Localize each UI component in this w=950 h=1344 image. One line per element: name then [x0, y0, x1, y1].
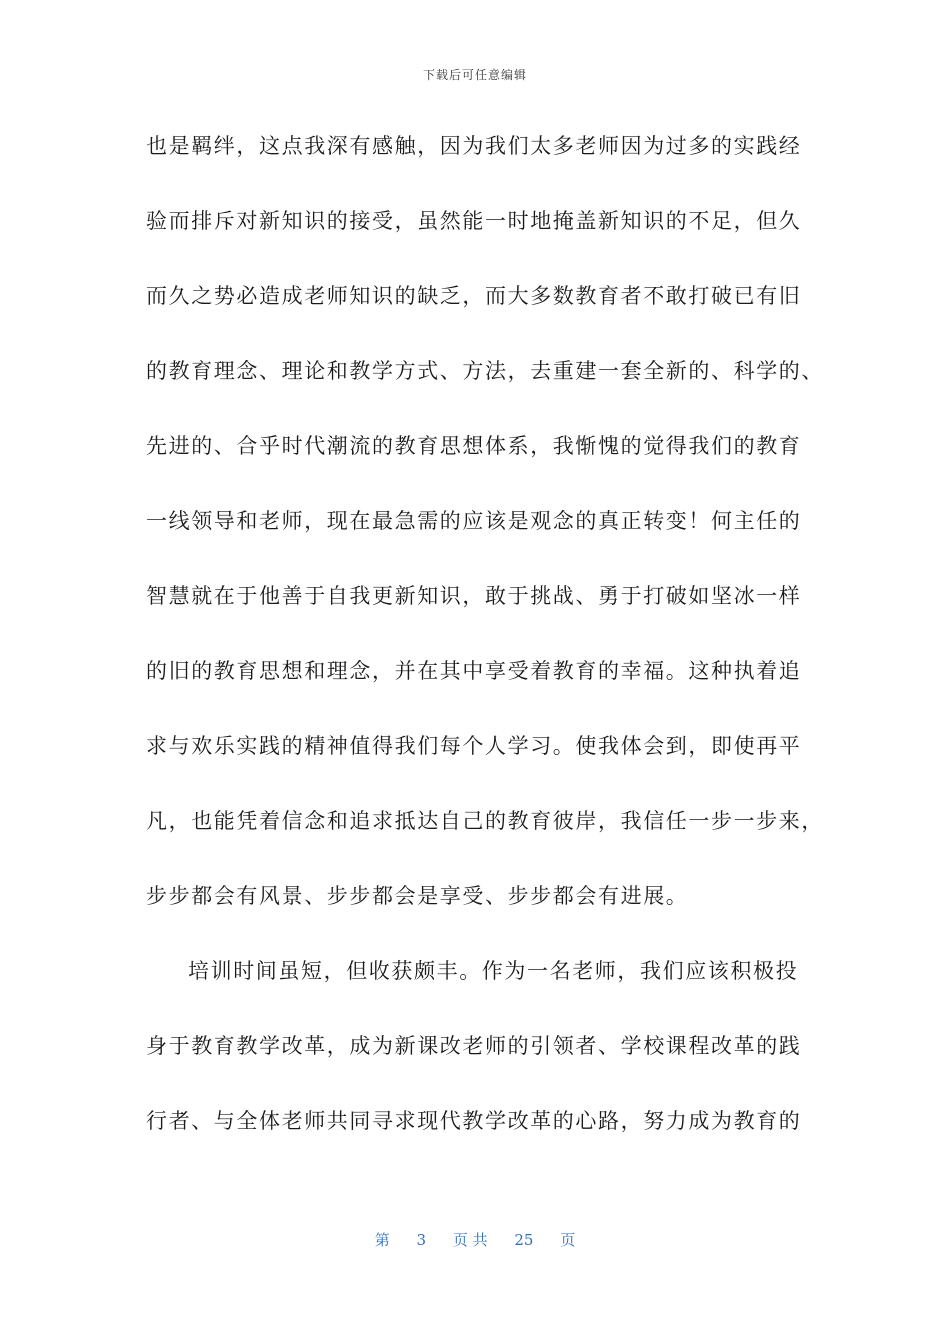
text-line: 而久之势必造成老师知识的缺乏，而大多数教育者不敢打破已有旧: [146, 284, 802, 308]
text-line: 也是羁绊，这点我深有感触，因为我们太多老师因为过多的实践经: [146, 134, 802, 158]
text-line: 验而排斥对新知识的接受，虽然能一时地掩盖新知识的不足，但久: [146, 209, 802, 233]
text-line: 凡，也能凭着信念和追求抵达自己的教育彼岸，我信任一步一步来，: [146, 809, 824, 833]
text-line: 先进的、合乎时代潮流的教育思想体系，我惭愧的觉得我们的教育: [146, 434, 802, 458]
text-line-indented: 培训时间虽短，但收获颇丰。作为一名老师，我们应该积极投: [188, 959, 799, 983]
footer-prefix: 第: [374, 1231, 390, 1249]
text-line: 智慧就在于他善于自我更新知识，敢于挑战、勇于打破如坚冰一样: [146, 584, 802, 608]
text-line: 的教育理念、理论和教学方式、方法，去重建一套全新的、科学的、: [146, 359, 824, 383]
footer-middle: 页 共: [452, 1231, 488, 1249]
footer-suffix: 页: [560, 1231, 576, 1249]
text-line: 步步都会有风景、步步都会是享受、步步都会有进展。: [146, 884, 689, 908]
current-page-number: 3: [416, 1231, 427, 1249]
total-pages-number: 25: [514, 1231, 534, 1249]
text-line: 求与欢乐实践的精神值得我们每个人学习。使我体会到，即使再平: [146, 734, 802, 758]
page-footer: [0, 1229, 950, 1250]
document-body: [146, 128, 824, 1178]
text-line: 的旧的教育思想和理念，并在其中享受着教育的幸福。这种执着追: [146, 659, 802, 683]
text-line: 身于教育教学改革，成为新课改老师的引领者、学校课程改革的践: [146, 1034, 802, 1058]
text-line: 行者、与全体老师共同寻求现代教学改革的心路，努力成为教育的: [146, 1109, 802, 1133]
text-line: 一线领导和老师，现在最急需的应该是观念的真正转变！何主任的: [146, 509, 802, 533]
page-header: 下载后可任意编辑: [422, 68, 527, 82]
